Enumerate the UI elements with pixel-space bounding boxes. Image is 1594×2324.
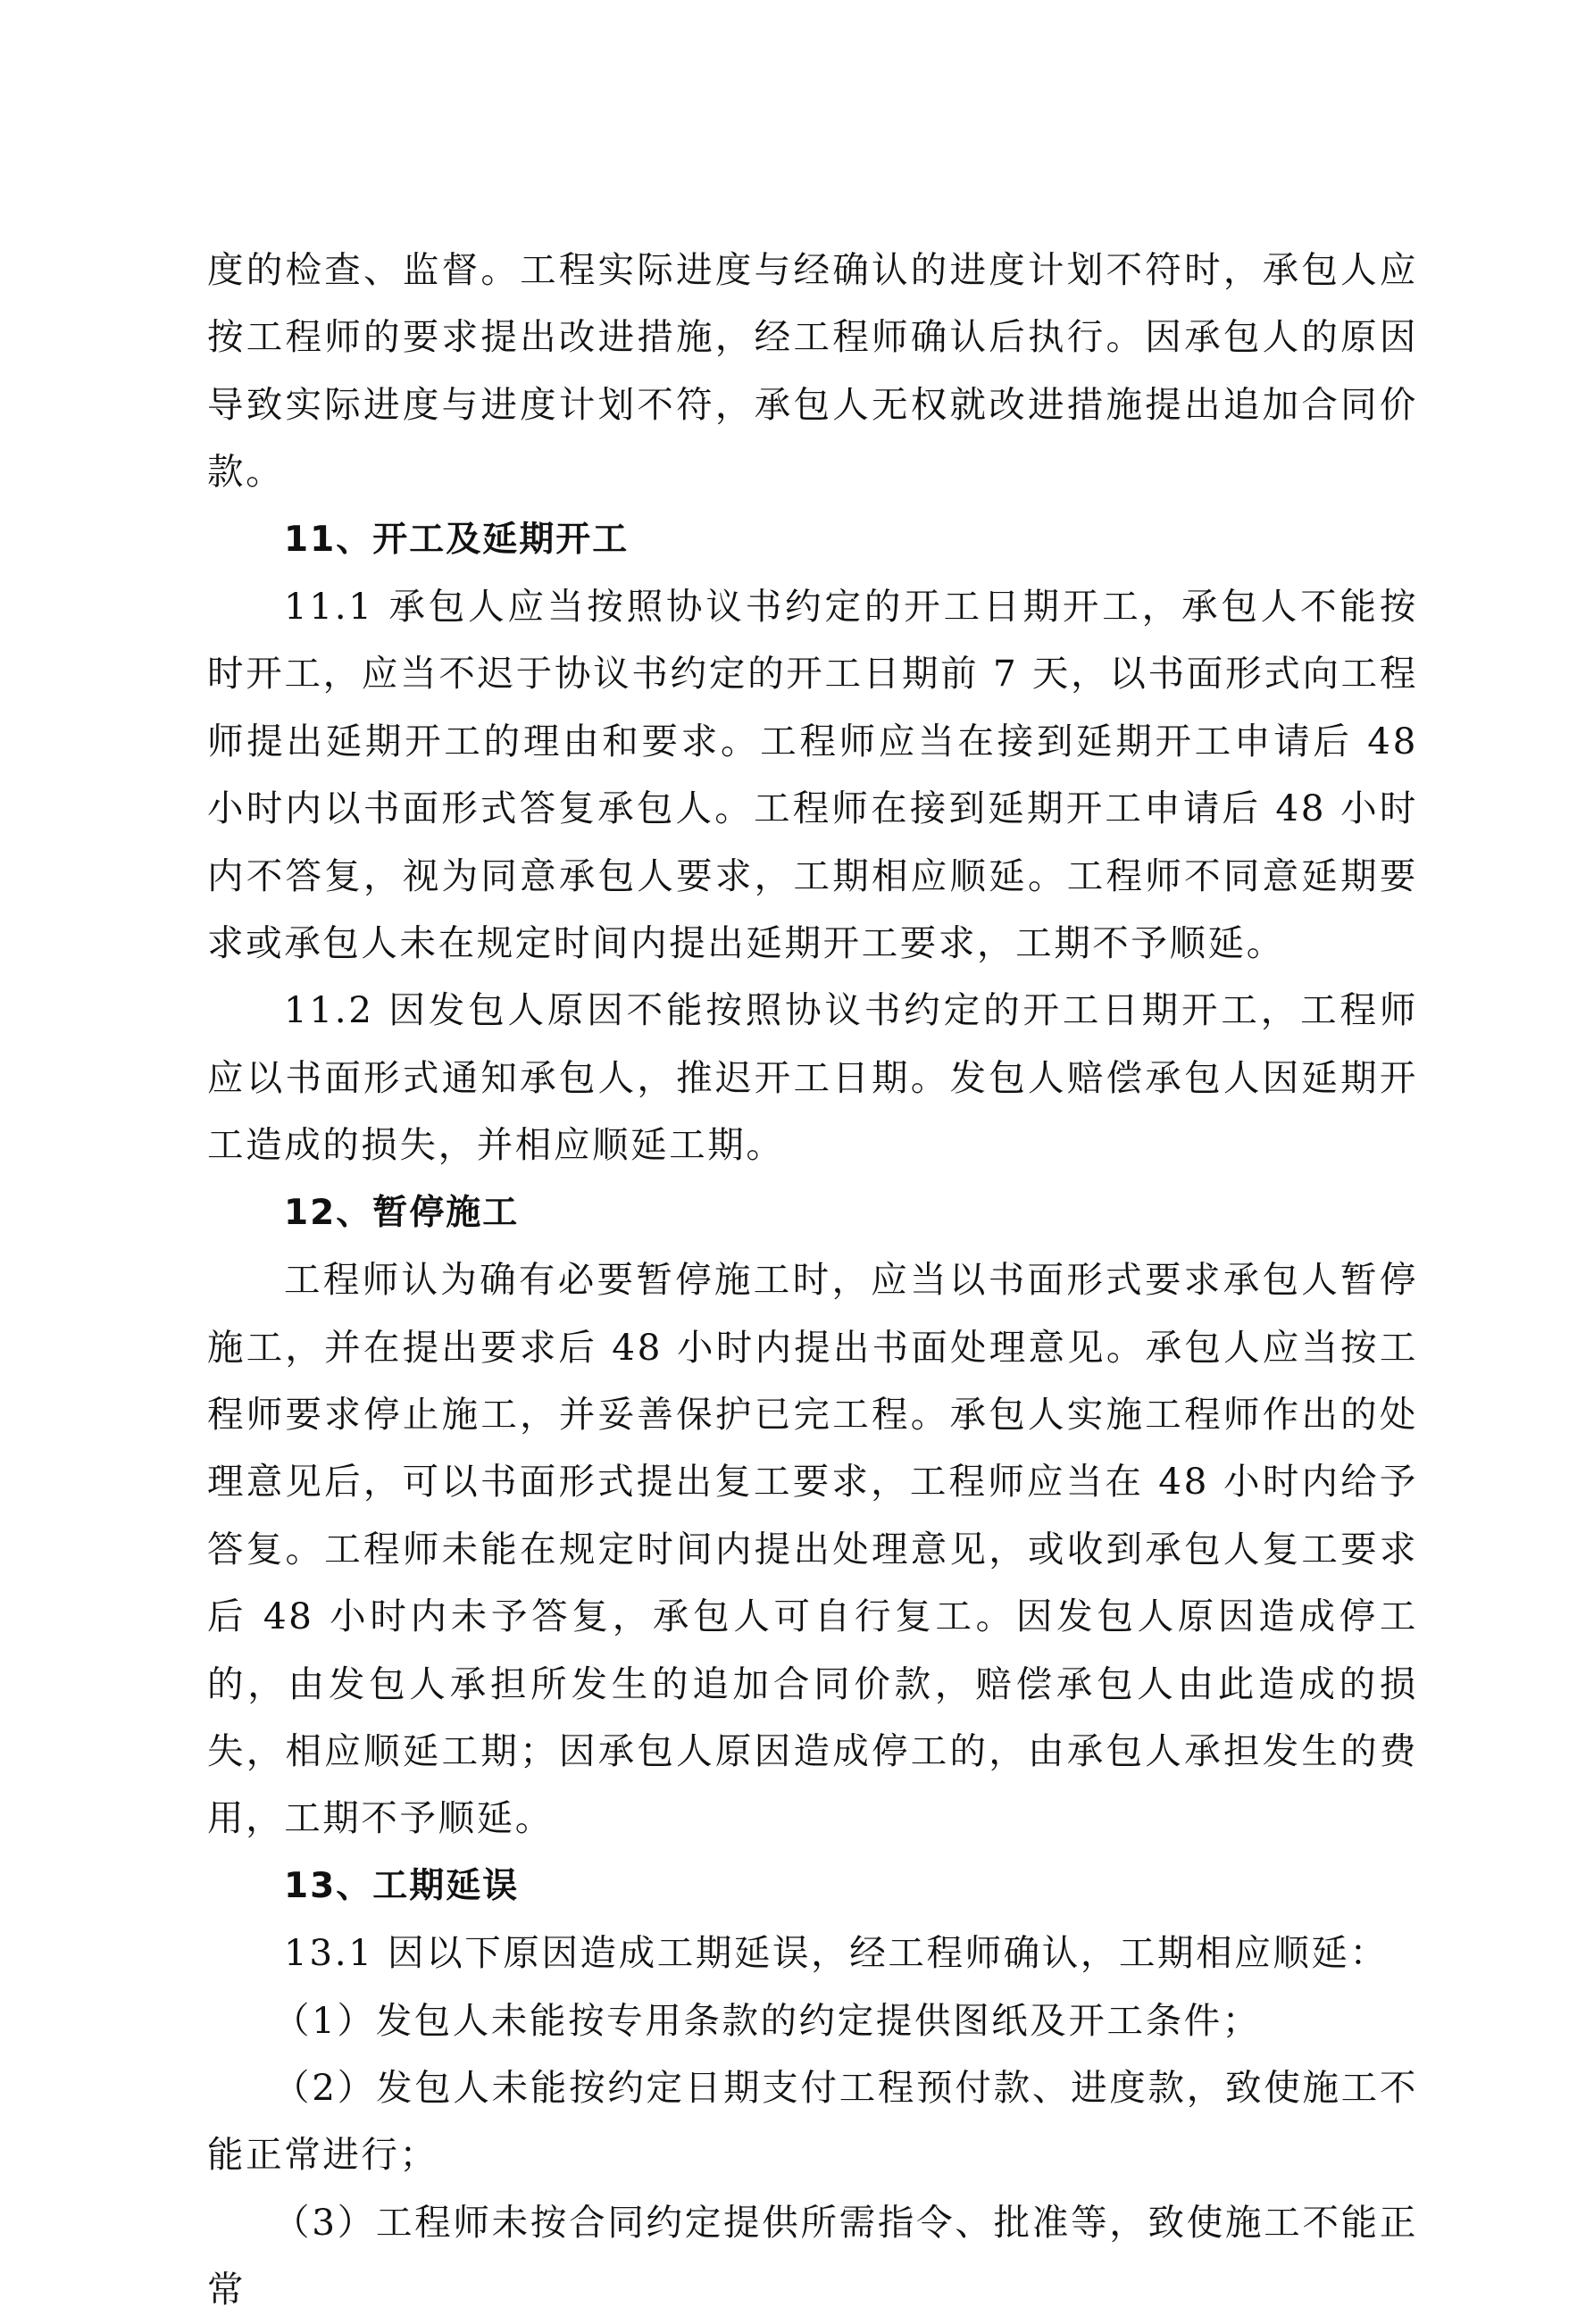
section-heading-12: 12、暂停施工 [284,1192,520,1233]
paragraph-11-2: 11.2 因发包人原因不能按照协议书约定的开工日期开工，工程师应以书面形式通知承包人，推迟开工日期。发包人赔偿承包人因延期开工造成的损失，并相应顺延工期。 [207,988,1418,1167]
paragraph-12: 工程师认为确有必要暂停施工时，应当以书面形式要求承包人暂停施工，并在提出要求后 48 小时内提出书面处理意见。承包人应当按工程师要求停止施工，并妥善保护已完工程。承包人实施工程师作出的处理意见后，可以书面形式提出复工要求，工程师应当在 48 小时内给予答复。工程师未能在规定时间内提出处理意见，或收到承包人复工要求后 48 小时内未予答复，承包人可自行复工。因发包人原因造成停工的，由发包人承担所发生的追加合同价款，赔偿承包人由此造成的损失，相应顺延工期；因承包人原因造成停工的，由承包人承担发生的费用，工期不予顺延。 [207,1258,1418,1840]
section-heading-13: 13、工期延误 [284,1865,520,1906]
section-heading-11: 11、开工及延期开工 [284,519,630,560]
paragraph-13-1: 13.1 因以下原因造成工期延误，经工程师确认，工期相应顺延： [284,1931,1389,1975]
paragraph-continuation: 度的检查、监督。工程实际进度与经确认的进度计划不符时，承包人应按工程师的要求提出改进措施，经工程师确认后执行。因承包人的原因导致实际进度与进度计划不符，承包人无权就改进措施提出追加合同价款。 [207,248,1418,494]
paragraph-11-1: 11.1 承包人应当按照协议书约定的开工日期开工，承包人不能按时开工，应当不迟于协议书约定的开工日期前 7 天，以书面形式向工程师提出延期开工的理由和要求。工程师应当在接到延期开工申请后 48 小时内以书面形式答复承包人。工程师在接到延期开工申请后 48 小时内不答复，视为同意承包人要求，工期相应顺延。工程师不同意延期要求或承包人未在规定时间内提出延期开工要求，工期不予顺延。 [207,585,1418,965]
list-item-13-1-3: （3）工程师未按合同约定提供所需指令、批准等，致使施工不能正常 [207,2200,1418,2312]
list-item-13-1-1: （1）发包人未能按专用条款的约定提供图纸及开工条件； [273,1998,1261,2042]
document-body [207,237,1418,2324]
list-item-13-1-2: （2）发包人未能按约定日期支付工程预付款、进度款，致使施工不能正常进行； [207,2065,1418,2177]
